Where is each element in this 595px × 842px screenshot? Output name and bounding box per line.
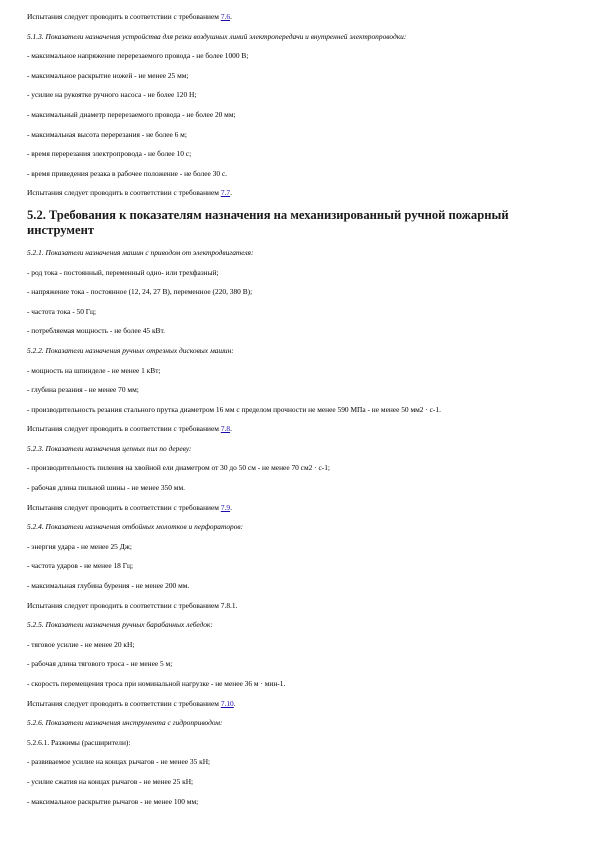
paragraph-text: - частота ударов - не менее 18 Гц; (27, 561, 133, 571)
paragraph (27, 149, 567, 159)
paragraph-text: - рабочая длина пильной шины - не менее 350 мм. (27, 483, 185, 493)
paragraph (27, 757, 567, 767)
paragraph-text: - мощность на шпинделе - не менее 1 кВт; (27, 365, 161, 375)
paragraph-text: - глубина резания - не менее 70 мм; (27, 385, 139, 395)
paragraph (27, 777, 567, 787)
paragraph (27, 699, 567, 709)
paragraph (27, 424, 567, 434)
paragraph-end: . (230, 502, 232, 512)
paragraph-end: . (230, 424, 232, 434)
paragraph-text: - время перерезания электропровода - не более 10 с; (27, 149, 192, 159)
section-heading (27, 208, 567, 238)
paragraph (27, 71, 567, 81)
paragraph (27, 287, 567, 297)
paragraph-text: Испытания следует проводить в соответствии с требованием (27, 502, 221, 512)
section-top (27, 12, 567, 198)
requirement-link[interactable]: 7.9 (220, 502, 231, 512)
paragraph (27, 483, 567, 493)
paragraph-text: - максимальная высота перерезания - не более 6 м; (27, 129, 187, 139)
paragraph-text: - максимальная глубина бурения - не менее 200 мм. (27, 581, 190, 591)
paragraph-text: Испытания следует проводить в соответствии с требованием (27, 188, 221, 198)
paragraph-text: - частота тока - 50 Гц; (27, 306, 97, 316)
paragraph (27, 503, 567, 513)
paragraph (27, 326, 567, 336)
paragraph-text: - максимальное раскрытие ножей - не менее 25 мм; (27, 70, 189, 80)
paragraph (27, 385, 567, 395)
requirement-link[interactable]: 7.8 (220, 424, 231, 434)
paragraph-text: - энергия удара - не менее 25 Дж; (27, 541, 132, 551)
paragraph-text: Испытания следует проводить в соответствии с требованием 7.8.1. (27, 600, 238, 610)
paragraph-text: - максимальный диаметр перерезаемого провода - не более 20 мм; (27, 109, 236, 119)
paragraph (27, 188, 567, 198)
paragraph-text: - рабочая длина тягового троса - не менее 5 м; (27, 659, 173, 669)
subsection-title (27, 248, 567, 258)
paragraph-text: 5.1.3. Показатели назначения устройства для резки воздушных линий электропередачи и внутренней электропроводки: (27, 31, 407, 41)
heading-title: Требования к показателям назначения на механизированный ручной пожарный инструмент (27, 207, 509, 237)
paragraph (27, 90, 567, 100)
requirement-link[interactable]: 7.6 (220, 12, 231, 21)
paragraph (27, 738, 567, 748)
paragraph-text: - усилие на рукоятке ручного насоса - не более 120 Н; (27, 90, 197, 100)
paragraph-text: - максимальное раскрытие рычагов - не менее 100 мм; (27, 796, 199, 806)
paragraph (27, 169, 567, 179)
paragraph-text: 5.2.6. Показатели назначения инструмента с гидроприводом: (27, 718, 223, 728)
paragraph (27, 601, 567, 611)
paragraph-text: - усилие сжатия на концах рычагов - не менее 25 кН; (27, 776, 194, 786)
paragraph-text: - род тока - постоянный, переменный одно- или трехфазный; (27, 267, 219, 277)
paragraph-text: Испытания следует проводить в соответствии с требованием (27, 698, 221, 708)
paragraph-text: - развиваемое усилие на концах рычагов - не менее 35 кН; (27, 757, 211, 767)
subsection-title (27, 620, 567, 630)
paragraph (27, 463, 567, 473)
paragraph (27, 581, 567, 591)
paragraph-text: Испытания следует проводить в соответствии с требованием (27, 424, 221, 434)
subsection-title (27, 32, 567, 42)
subsection-title (27, 718, 567, 728)
requirement-link[interactable]: 7.10 (220, 698, 234, 708)
paragraph (27, 110, 567, 120)
paragraph (27, 268, 567, 278)
paragraph (27, 130, 567, 140)
paragraph-text: - время приведения резака в рабочее положение - не более 30 с. (27, 168, 227, 178)
paragraph-text: - напряжение тока - постоянное (12, 24, 27 В), переменное (220, 380 В); (27, 287, 253, 297)
paragraph-text: 5.2.1. Показатели назначения машин с приводом от электродвигателя: (27, 247, 254, 257)
paragraph-text: - потребляемая мощность - не более 45 кВт. (27, 326, 166, 336)
paragraph (27, 366, 567, 376)
paragraph-text: - производительность пиления на хвойной ели диаметром от 30 до 50 см - не менее 70 см2 · с-1; (27, 463, 330, 473)
paragraph-text: 5.2.4. Показатели назначения отбойных молотков и перфораторов: (27, 522, 244, 532)
paragraph-text: 5.2.5. Показатели назначения ручных барабанных лебедок: (27, 620, 213, 630)
paragraph-text: - производительность резания стального прутка диаметром 16 мм с пределом прочности не менее 590 МПа - не менее 50 мм2 · с-1. (27, 404, 441, 414)
paragraph (27, 679, 567, 689)
requirement-link[interactable]: 7.7 (220, 188, 231, 198)
subsection-title (27, 346, 567, 356)
paragraph (27, 797, 567, 807)
heading-number: 5.2. (27, 207, 46, 222)
paragraph (27, 659, 567, 669)
paragraph (27, 51, 567, 61)
paragraph-text: Испытания следует проводить в соответствии с требованием (27, 12, 221, 21)
paragraph (27, 561, 567, 571)
paragraph-text: - скорость перемещения троса при номинальной нагрузке - не менее 36 м · мин-1. (27, 679, 286, 688)
subsection-title (27, 444, 567, 454)
paragraph-text: 5.2.2. Показатели назначения ручных отрезных дисковых машин: (27, 345, 234, 355)
paragraph-text: 5.2.3. Показатели назначения цепных пил по дереву: (27, 443, 192, 453)
section-bottom (27, 248, 567, 807)
paragraph (27, 307, 567, 317)
paragraph (27, 12, 567, 22)
paragraph (27, 405, 567, 415)
paragraph-end: . (230, 12, 232, 21)
paragraph-text: - максимальное напряжение перерезаемого провода - не более 1000 В; (27, 51, 249, 61)
paragraph-text: - тяговое усилие - не менее 20 кН; (27, 639, 135, 649)
subsection-title (27, 522, 567, 532)
paragraph (27, 640, 567, 650)
document-page (27, 12, 567, 816)
paragraph (27, 542, 567, 552)
paragraph-end: . (230, 188, 232, 198)
paragraph-text: 5.2.6.1. Разжимы (расширители): (27, 737, 131, 747)
paragraph-end: . (233, 698, 236, 708)
